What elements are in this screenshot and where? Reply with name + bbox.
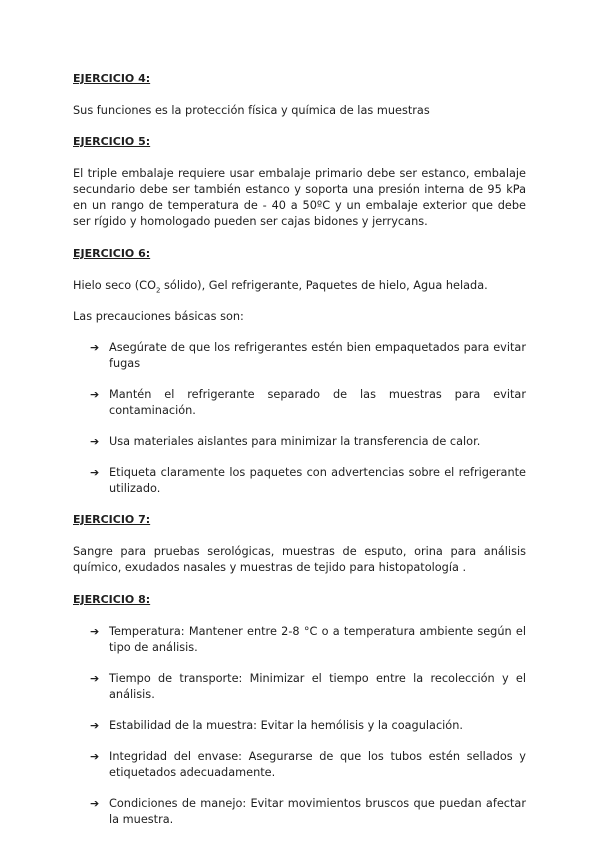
ex6-heading: EJERCICIO 6: <box>73 247 151 260</box>
ex6-intro-pre: Hielo seco (CO <box>73 279 156 292</box>
list-item-text: Tiempo de transporte: Minimizar el tiempo entre la recolección y el análisis. <box>109 672 526 701</box>
list-item-text: Temperatura: Mantener entre 2-8 °C o a temperatura ambiente según el tipo de análisis. <box>109 625 526 654</box>
list-item <box>73 434 526 450</box>
arrow-icon: ➔ <box>90 719 100 732</box>
ex8-list <box>73 624 526 828</box>
ex4-text: Sus funciones es la protección física y química de las muestras <box>73 104 430 117</box>
list-item-text: Condiciones de manejo: Evitar movimientos bruscos que puedan afectar la muestra. <box>109 797 526 826</box>
arrow-icon: ➔ <box>90 797 100 810</box>
arrow-icon: ➔ <box>90 466 100 479</box>
list-item <box>73 387 526 419</box>
list-item-text: Mantén el refrigerante separado de las muestras para evitar contaminación. <box>109 388 526 417</box>
ex6-intro-post: sólido), Gel refrigerante, Paquetes de hielo, Agua helada. <box>160 279 488 292</box>
ex6-intro-sub: 2 <box>155 286 161 295</box>
ex8-heading: EJERCICIO 8: <box>73 593 151 606</box>
document-page <box>73 71 526 843</box>
ex6-intro <box>73 278 526 294</box>
ex5-text: El triple embalaje requiere usar embalaje primario debe ser estanco, embalaje secundario debe ser también estanco y soporta una presión interna de 95 kPa en un rango de temperatura de - 40 a 50ºC y un embalaje exterior que debe ser rígido y homologado pueden ser cajas bidones y jerrycans. <box>73 167 526 228</box>
arrow-icon: ➔ <box>90 672 100 685</box>
ex4-heading: EJERCICIO 4: <box>73 72 151 85</box>
list-item <box>73 749 526 781</box>
list-item <box>73 718 526 734</box>
ex6-precautions-label: Las precauciones básicas son: <box>73 310 244 323</box>
list-item-text: Etiqueta claramente los paquetes con advertencias sobre el refrigerante utilizado. <box>109 466 526 495</box>
list-item-text: Integridad del envase: Asegurarse de que los tubos estén sellados y etiquetados adecuadamente. <box>109 750 526 779</box>
list-item <box>73 624 526 656</box>
list-item-text: Estabilidad de la muestra: Evitar la hemólisis y la coagulación. <box>109 719 463 732</box>
list-item-text: Asegúrate de que los refrigerantes estén bien empaquetados para evitar fugas <box>109 341 526 370</box>
list-item <box>73 465 526 497</box>
list-item-text: Usa materiales aislantes para minimizar la transferencia de calor. <box>109 435 481 448</box>
arrow-icon: ➔ <box>90 435 100 448</box>
ex6-precautions-list <box>73 340 526 497</box>
arrow-icon: ➔ <box>90 341 100 354</box>
ex7-heading: EJERCICIO 7: <box>73 513 151 526</box>
list-item <box>73 796 526 828</box>
arrow-icon: ➔ <box>90 388 100 401</box>
list-item <box>73 340 526 372</box>
arrow-icon: ➔ <box>90 750 100 763</box>
arrow-icon: ➔ <box>90 625 100 638</box>
list-item <box>73 671 526 703</box>
ex5-heading: EJERCICIO 5: <box>73 135 151 148</box>
ex7-text: Sangre para pruebas serológicas, muestras de esputo, orina para análisis químico, exudados nasales y muestras de tejido para histopatología . <box>73 545 526 574</box>
